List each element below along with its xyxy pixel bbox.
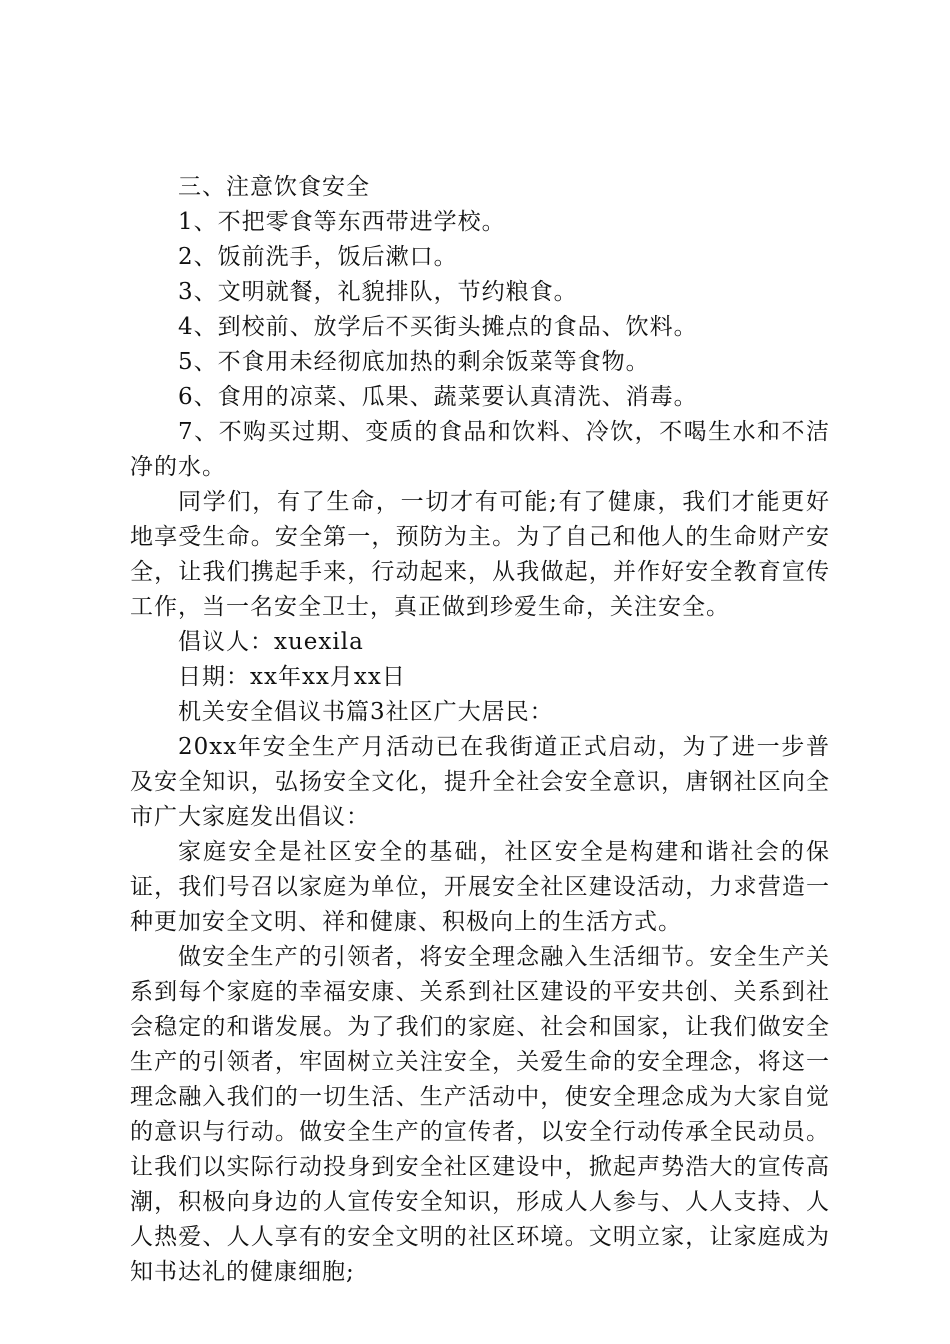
body-paragraph: 做安全生产的引领者，将安全理念融入生活细节。安全生产关系到每个家庭的幸福安康、关系到社区建设的平安共创、关系到社会稳定的和谐发展。为了我们的家庭、社会和国家，让我们做安全生产的引领者，牢固树立关注安全，关爱生命的安全理念，将这一理念融入我们的一切生活、生产活动中，使安全理念成为大家自觉的意识与行动。做安全生产的宣传者，以安全行动传承全民动员。让我们以实际行动投身到安全社区建设中，掀起声势浩大的宣传高潮，积极向身边的人宣传安全知识，形成人人参与、人人支持、人人热爱、人人享有的安全文明的社区环境。文明立家，让家庭成为知书达礼的健康细胞; [130, 944, 830, 1285]
list-item: 4、到校前、放学后不买街头摊点的食品、饮料。 [178, 314, 698, 340]
body-paragraph: 20xx年安全生产月活动已在我街道正式启动，为了进一步普及安全知识，弘扬安全文化，提升全社会安全意识，唐钢社区向全市广大家庭发出倡议： [130, 734, 830, 830]
body-paragraph: 同学们，有了生命，一切才有可能;有了健康，我们才能更好地享受生命。安全第一，预防为主。为了自己和他人的生命财产安全，让我们携起手来，行动起来，从我做起，并作好安全教育宣传工作，当一名安全卫士，真正做到珍爱生命，关注安全。 [130, 489, 830, 620]
heading-food-safety: 三、注意饮食安全 [178, 174, 370, 200]
body-paragraph: 家庭安全是社区安全的基础，社区安全是构建和谐社会的保证，我们号召以家庭为单位，开展安全社区建设活动，力求营造一种更加安全文明、祥和健康、积极向上的生活方式。 [130, 839, 830, 935]
date-line: 日期：xx年xx月xx日 [178, 664, 406, 690]
section-title: 机关安全倡议书篇3社区广大居民： [178, 699, 554, 725]
list-item: 2、饭前洗手，饭后漱口。 [178, 244, 458, 270]
signature-line: 倡议人：xuexila [178, 629, 364, 655]
list-item: 7、不购买过期、变质的食品和饮料、冷饮，不喝生水和不洁净的水。 [130, 419, 830, 480]
list-item: 1、不把零食等东西带进学校。 [178, 209, 506, 235]
document-body [130, 170, 830, 1290]
list-item: 6、食用的凉菜、瓜果、蔬菜要认真清洗、消毒。 [178, 384, 698, 410]
list-item: 3、文明就餐，礼貌排队，节约粮食。 [178, 279, 578, 305]
list-item: 5、不食用未经彻底加热的剩余饭菜等食物。 [178, 349, 650, 375]
